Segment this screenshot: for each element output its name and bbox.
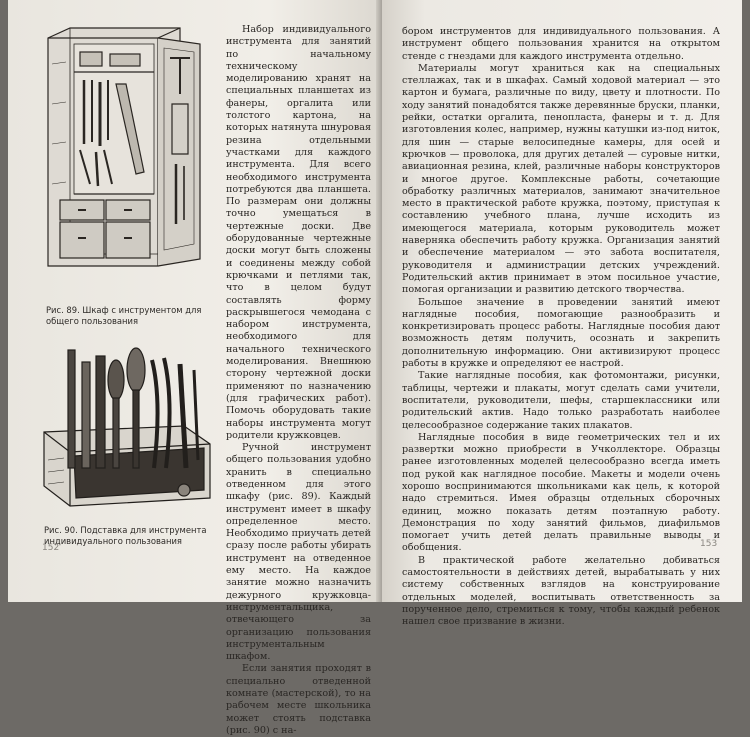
figure-90-tool-stand: [34, 340, 220, 514]
paragraph: Если занятия проходят в специально отведенной комнате (мастерской), то на рабочем месте школьника может стоять подставка (рис. 90) с на-: [226, 663, 371, 736]
paragraph: Наглядные пособия в виде геометрических тел и их развертки можно приобрести в Учколлекторе. Образцы ранее изготовленных моделей целесообразно всегда иметь под рукой как наглядное пособие. Макеты и модели очень хорошо воспринимаются школьниками как цель, к которой надо стремиться. Имея образцы отдельных сборочных единиц, можно показать детям поэтапную работу. Демонстрация по ходу занятий фильмов, диафильмов помогает учить детей делать правильные выводы и обобщения.: [402, 431, 720, 554]
figure-90-caption: Рис. 90. Подставка для инструмента индивидуального пользования: [44, 525, 207, 546]
paragraph: Большое значение в проведении занятий имеют наглядные пособия, помогающие разнообразить и конкретизировать процесс работы. Наглядные пособия дают возможность детям получить, осознать и закрепить дополнительную информацию. Они активизируют процесс работы в кружке и определяют ее настрой.: [402, 296, 720, 370]
figure-89-tool-cabinet: [40, 24, 206, 294]
left-page-text: [226, 24, 371, 737]
paragraph: бором инструментов для индивидуального пользования. А инструмент общего пользования хранится на открытом стенде с гнездами для каждого инструмента отдельно.: [402, 26, 720, 62]
page-number-left: 152: [42, 543, 60, 553]
left-page: [8, 0, 382, 736]
right-page: [382, 0, 742, 628]
paragraph: Такие наглядные пособия, как фотомонтажи, рисунки, таблицы, чертежи и плакаты, могут сделать сами учители, воспитатели, руководители, шефы, старшеклассники или родительский актив. Надо только разработать наиболее целесообразное содержание таких плакатов.: [402, 370, 720, 431]
page-number-right: 153: [700, 539, 718, 549]
paragraph: Набор индивидуального инструмента для занятий по начальному техническому моделированию хранят на специальных планшетах из фанеры, оргалита или толстого картона, на которых натянута шнуровая резина отдельными участками для каждого инструмента. Для всего необходимого инструмента потребуются два планшета. По размерам они должны точно умещаться в чертежные доски. Две оборудованные чертежные доски могут быть сложены и соединены между собой крючками и петлями так, что в целом будут составлять форму раскрывшегося чемодана с набором инструмента, необходимого для начального технического моделирования. Внешнюю сторону чертежной доски применяют по назначению (для графических работ). Помочь оборудовать такие наборы инструмента могут родители кружковцев.: [226, 24, 371, 441]
paragraph: Ручной инструмент общего пользования удобно хранить в специально отведенном для этого шкафу (рис. 89). Каждый инструмент имеет в шкафу определенное место. Необходимо приучать детей сразу после работы убирать инструмент на отведенное ему место. На каждое занятие можно назначить дежурного кружковца-инструментальщика, отвечающего за организацию пользования инструментальным шкафом.: [226, 442, 371, 663]
paragraph: Материалы могут храниться как на специальных стеллажах, так и в шкафах. Самый ходовой материал — это картон и бумага, различные по виду, цвету и плотности. По ходу занятий понадобятся также деревянные бруски, планки, рейки, остатки оргалита, пенопласта, фанеры и т. д. Для изготовления колес, например, нужны катушки из-под ниток, для шин — старые велосипедные камеры, для осей и крючков — проволока, для других деталей — суровые нитки, авиационная резина, клей, различные наборы конструкторов и многое другое. Комплексные работы, сочетающие обработку различных материалов, занимают значительное место в практической работе кружка, поэтому, приступая к составлению учебного плана, лучше исходить из имеющегося материала, которым руководитель может наверняка обеспечить работу кружка. Организация занятий и обеспечение материалом — это забота воспитателя, руководителя и администрации детских учреждений. Родительский актив принимает в этом посильное участие, помогая организации и развитию детского творчества.: [402, 62, 720, 296]
right-page-text: [402, 26, 720, 629]
figure-89-caption: Рис. 89. Шкаф с инструментом для общего пользования: [46, 305, 202, 326]
paragraph: В практической работе желательно добиваться самостоятельности в действиях детей, вырабатывать у них систему собственных взглядов на конструирование отдельных моделей, воспитывать ответственность за порученное дело, стремиться к тому, чтобы каждый ребенок нашел свое призвание в жизни.: [402, 554, 720, 628]
